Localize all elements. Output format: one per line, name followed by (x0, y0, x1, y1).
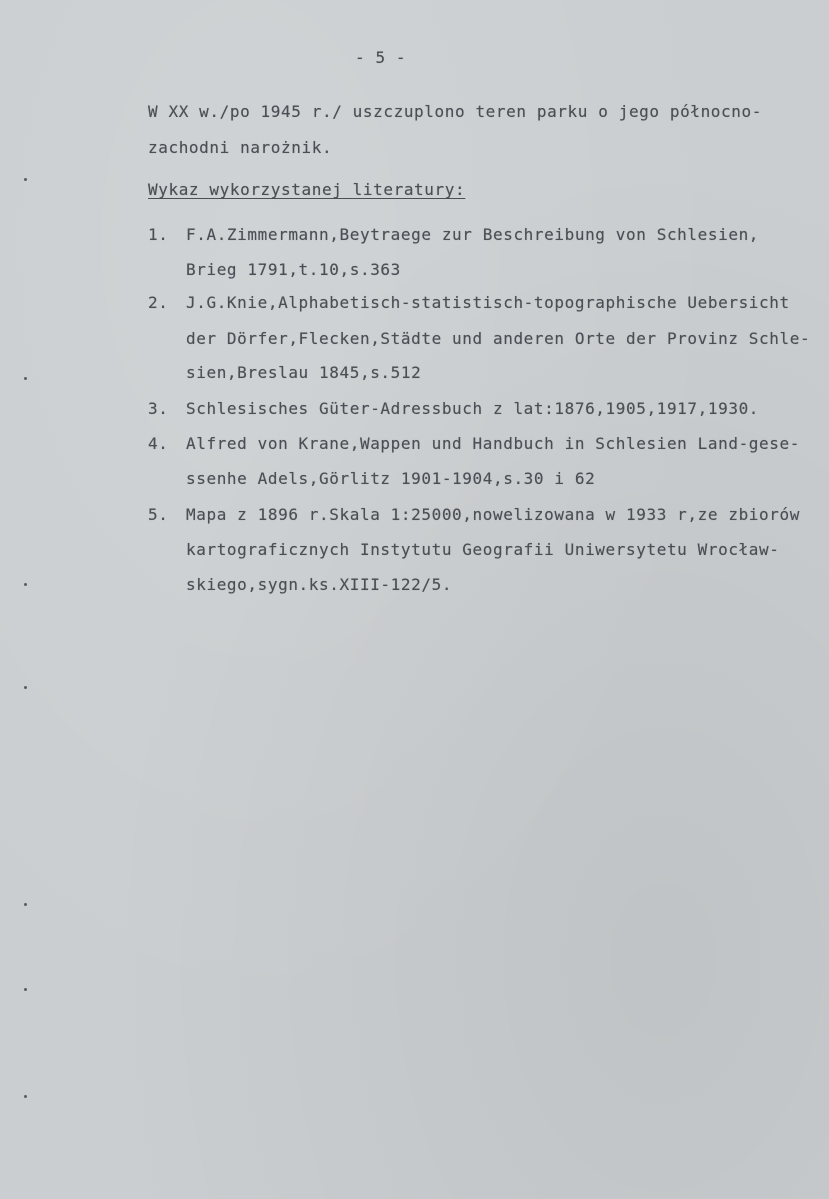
scan-speck (24, 178, 27, 181)
reference-1-number: 1. (148, 225, 169, 244)
scan-speck (24, 988, 27, 991)
page-number: - 5 - (355, 48, 407, 67)
reference-2-number: 2. (148, 293, 169, 312)
scan-speck (24, 1095, 27, 1098)
reference-4-number: 4. (148, 434, 169, 453)
reference-5-line-1: Mapa z 1896 r.Skala 1:25000,nowelizowana w 1933 r,ze zbiorów (186, 505, 800, 524)
reference-5-number: 5. (148, 505, 169, 524)
bibliography-heading: Wykaz wykorzystanej literatury: (148, 180, 466, 199)
reference-4-line-2: ssenhe Adels,Görlitz 1901-1904,s.30 i 62 (186, 469, 596, 488)
reference-2-line-2: der Dörfer,Flecken,Städte und anderen Orte der Provinz Schle- (186, 329, 811, 348)
scan-speck (24, 377, 27, 380)
reference-2-line-3: sien,Breslau 1845,s.512 (186, 363, 422, 382)
scan-speck (24, 903, 27, 906)
reference-5-line-2: kartograficznych Instytutu Geografii Uniwersytetu Wrocław- (186, 540, 780, 559)
reference-2-line-1: J.G.Knie,Alphabetisch-statistisch-topographische Uebersicht (186, 293, 790, 312)
reference-5-line-3: skiego,sygn.ks.XIII-122/5. (186, 575, 453, 594)
reference-1-line-2: Brieg 1791,t.10,s.363 (186, 260, 401, 279)
scan-speck (24, 583, 27, 586)
scan-speck (24, 686, 27, 689)
paragraph-line-2: zachodni narożnik. (148, 138, 333, 157)
reference-1-line-1: F.A.Zimmermann,Beytraege zur Beschreibung von Schlesien, (186, 225, 760, 244)
reference-3-number: 3. (148, 399, 169, 418)
reference-4-line-1: Alfred von Krane,Wappen und Handbuch in Schlesien Land-gese- (186, 434, 800, 453)
paragraph-line-1: W XX w./po 1945 r./ uszczuplono teren parku o jego północno- (148, 102, 762, 121)
reference-3-line-1: Schlesisches Güter-Adressbuch z lat:1876,1905,1917,1930. (186, 399, 760, 418)
